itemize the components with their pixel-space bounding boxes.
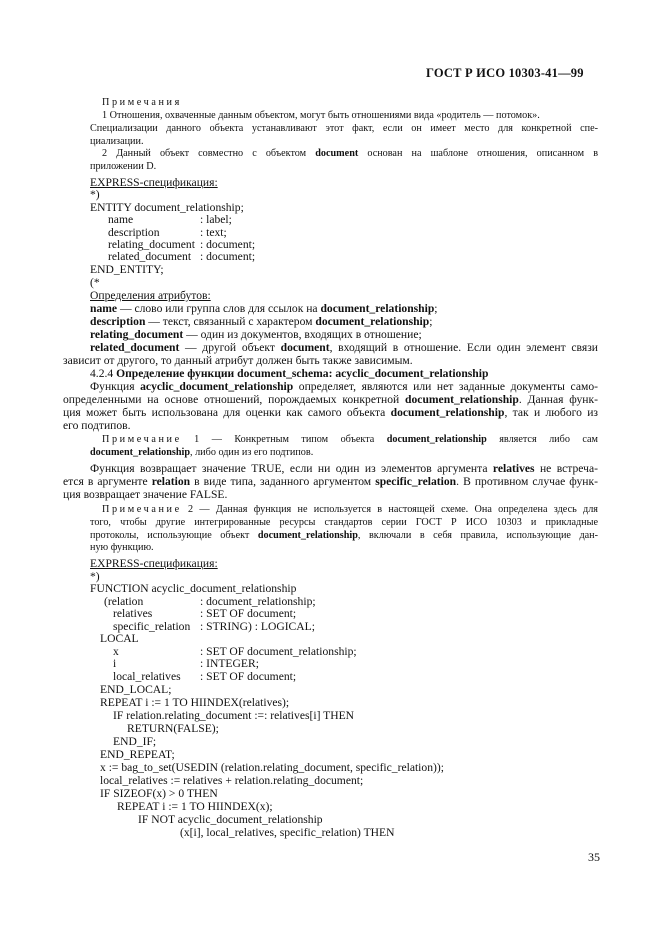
repeat-line: REPEAT i := 1 TO HIINDEX(relatives); <box>100 696 290 709</box>
note-1-line-3: циализации. <box>90 136 144 147</box>
local-var-type: : INTEGER; <box>200 657 259 670</box>
attr-def-related: related_document — другой объект document, входящий в отношение. Если один элемент связи <box>90 341 598 354</box>
entity-attr-name: relating_document <box>108 238 195 251</box>
param-type: : document_relationship; <box>200 595 316 608</box>
param-type: : SET OF document; <box>200 607 297 620</box>
end-repeat: END_REPEAT; <box>100 748 175 761</box>
entity-attr-name: description <box>108 226 160 239</box>
end-if: END_IF; <box>113 735 157 748</box>
local-var-name: x <box>113 645 119 658</box>
entity-attr-name: name <box>108 213 134 226</box>
note-1-line-2: Специализации данного объекта устанавливают этот факт, если он имеет место для конкретной спе- <box>90 123 598 134</box>
para-2-line-2: ется в аргументе relation в виде типа, заданного аргументом specific_relation. В противном случае функ- <box>63 475 598 488</box>
note-2-line-2: приложении D. <box>90 161 157 172</box>
page-header: ГОСТ Р ИСО 10303-41—99 <box>426 66 584 80</box>
entity-attr-type: : label; <box>200 213 232 226</box>
end-local: END_LOCAL; <box>100 683 172 696</box>
attr-defs-heading: Определения атрибутов: <box>90 289 211 302</box>
entity-attr-type: : text; <box>200 226 227 239</box>
note-2-text: Примечание 2 — Данная функция не используется в настоящей схеме. Она определена здесь для <box>102 504 598 515</box>
para-1-line-1: Функция acyclic_document_relationship определяет, являются или нет заданные документы само- <box>90 380 598 393</box>
para-1-line-4: его подтипов. <box>63 419 131 432</box>
entity-attr-type: : document; <box>200 250 256 263</box>
page-number: 35 <box>588 850 600 864</box>
if-line: IF relation.relating_document :=: relatives[i] THEN <box>113 709 355 722</box>
return-line: RETURN(FALSE); <box>127 722 219 735</box>
local-relatives-assign: local_relatives := relatives + relation.relating_document; <box>100 774 364 787</box>
attr-def-related-cont: зависит от другого, то данный атрибут должен быть также зависимым. <box>63 354 413 367</box>
attr-def-description: description — текст, связанный с характером document_relationship; <box>90 315 433 328</box>
local-var-name: i <box>113 657 117 670</box>
param-name: relatives <box>113 607 153 620</box>
x-assign: x := bag_to_set(USEDIN (relation.relating_document, specific_relation)); <box>100 761 444 774</box>
note-2-text-line-2: того, чтобы другие интегрированные ресурсы стандартов серии ГОСТ Р ИСО 10303 и прикладные <box>90 517 598 528</box>
section-heading: 4.2.4 Определение функции document_schema: acyclic_document_relationship <box>90 367 489 380</box>
if-not-line: IF NOT acyclic_document_relationship <box>138 813 323 826</box>
para-2-line-3: ция возвращает значение FALSE. <box>63 488 228 501</box>
express-heading: EXPRESS-спецификация: <box>90 176 218 189</box>
note-label: Примечания <box>102 97 182 108</box>
express-heading-2: EXPRESS-спецификация: <box>90 557 218 570</box>
local-var-name: local_relatives <box>113 670 181 683</box>
code-close: (* <box>90 276 100 289</box>
note-1-text-cont: document_relationship, либо один из его подтипов. <box>90 447 314 458</box>
param-name: specific_relation <box>113 620 191 633</box>
local-var-type: : SET OF document; <box>200 670 297 683</box>
entity-declaration: ENTITY document_relationship; <box>90 201 244 214</box>
para-1-line-2: определенными на основе отношений, порождаемых конкретной document_relationship. Данная функ- <box>63 393 599 406</box>
para-2-line-1: Функция возвращает значение TRUE, если ни один из элементов аргумента relatives не встреча- <box>90 462 598 475</box>
attr-def-name: name — слово или группа слов для ссылок на document_relationship; <box>90 302 438 315</box>
entity-attr-type: : document; <box>200 238 256 251</box>
repeat-2: REPEAT i := 1 TO HIINDEX(x); <box>117 800 273 813</box>
param-name: (relation <box>104 595 144 608</box>
param-type: : STRING) : LOGICAL; <box>200 620 315 633</box>
call-args: (x[i], local_relatives, specific_relation) THEN <box>180 826 395 839</box>
entity-end: END_ENTITY; <box>90 263 164 276</box>
function-declaration: FUNCTION acyclic_document_relationship <box>90 582 297 595</box>
code-open: *) <box>90 188 100 201</box>
para-1-line-3: ция может быть использована для оценки как самого объекта document_relationship, так и любого из <box>63 406 598 419</box>
local-keyword: LOCAL <box>100 632 139 645</box>
note-1-line-1: 1 Отношения, охваченные данным объектом, могут быть отношениями вида «родитель — потомок». <box>102 110 540 121</box>
local-var-type: : SET OF document_relationship; <box>200 645 357 658</box>
note-1-text: Примечание 1 — Конкретным типом объекта document_relationship является либо сам <box>102 434 598 445</box>
if-sizeof: IF SIZEOF(x) > 0 THEN <box>100 787 218 800</box>
code-open-2: *) <box>90 570 100 583</box>
note-2-text-line-4: ную функцию. <box>90 542 154 553</box>
note-2-line-1: 2 Данный объект совместно с объектом document основан на шаблоне отношения, описанном в <box>102 148 598 159</box>
entity-attr-name: related_document <box>108 250 192 263</box>
note-2-text-line-3: протоколы, использующие объект document_relationship, включали в себя правила, использующие дан- <box>90 530 598 541</box>
attr-def-relating: relating_document — один из документов, входящих в отношение; <box>90 328 422 341</box>
